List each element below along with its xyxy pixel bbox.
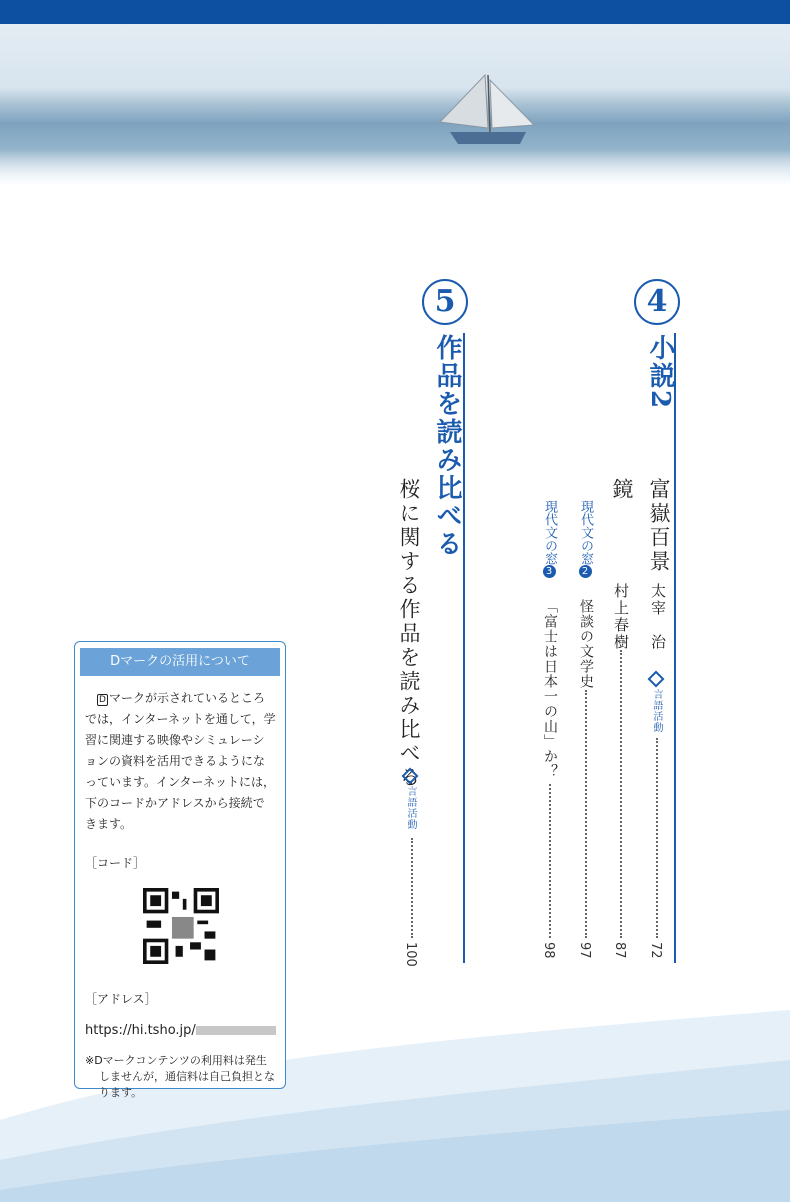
- chapter-4-rule: [674, 333, 676, 963]
- leader-dots: [549, 784, 551, 938]
- window-label-3: 現代文の窓3: [542, 500, 557, 577]
- chapter-5-number: 5: [422, 279, 468, 325]
- chapter-5-title[interactable]: 作品を読み比べる: [432, 334, 462, 558]
- page-number-72: 72: [648, 942, 663, 959]
- leader-dots: [656, 738, 658, 938]
- qr-code[interactable]: [143, 888, 219, 964]
- address-label: ［アドレス］: [85, 992, 157, 1006]
- work-title-fugaku[interactable]: 富嶽百景: [647, 478, 671, 574]
- chapter-4-number: 4: [634, 279, 680, 325]
- window-title-kaidan[interactable]: 怪談の文学史: [578, 599, 594, 689]
- work-title-sakura[interactable]: 桜に関する作品を読み比べる: [397, 478, 421, 790]
- diamond-icon: [648, 671, 665, 688]
- leader-dots: [411, 838, 413, 938]
- window-label-2: 現代文の窓2: [578, 500, 593, 577]
- author-murakami: 村上春樹: [612, 583, 630, 651]
- top-bar: [0, 0, 790, 24]
- dmark-box-header: Dマークの活用について: [80, 648, 280, 676]
- page-number-87: 87: [612, 942, 627, 959]
- blurred-url-part: [196, 1026, 276, 1035]
- leader-dots: [620, 650, 622, 938]
- dmark-url-link[interactable]: https://hi.tsho.jp/: [85, 1020, 276, 1041]
- activity-badge-sakura: 言語活動: [403, 770, 418, 830]
- dmark-note: ※Dマークコンテンツの利用料は発生しませんが，通信料は自己負担となります。: [85, 1054, 275, 1099]
- activity-badge-fugaku: 言語活動: [649, 673, 664, 733]
- dmark-info-box: [74, 641, 286, 1099]
- page-number-97: 97: [577, 942, 592, 959]
- diamond-icon: [402, 768, 419, 785]
- window-title-fuji[interactable]: 「富士は日本一の山」か？: [542, 599, 558, 779]
- leader-dots: [585, 690, 587, 938]
- page-number-98: 98: [541, 942, 556, 959]
- dmark-description: D マークが示されているところでは，インターネットを通して，学習に関連する映像やシミュレーションの資料を活用できるようになっています。インターネットには，下のコードかアドレスから接続できます。: [85, 691, 276, 831]
- sailboat-image: [430, 70, 540, 150]
- author-dazai: 太宰 治: [649, 583, 667, 651]
- photo-fade: [0, 150, 790, 190]
- page-number-100: 100: [403, 942, 418, 967]
- work-title-kagami[interactable]: 鏡: [610, 478, 634, 502]
- d-mark-icon: D: [99, 695, 106, 705]
- chapter-4-title[interactable]: 小説2: [645, 334, 675, 411]
- code-label: ［コード］: [85, 856, 146, 870]
